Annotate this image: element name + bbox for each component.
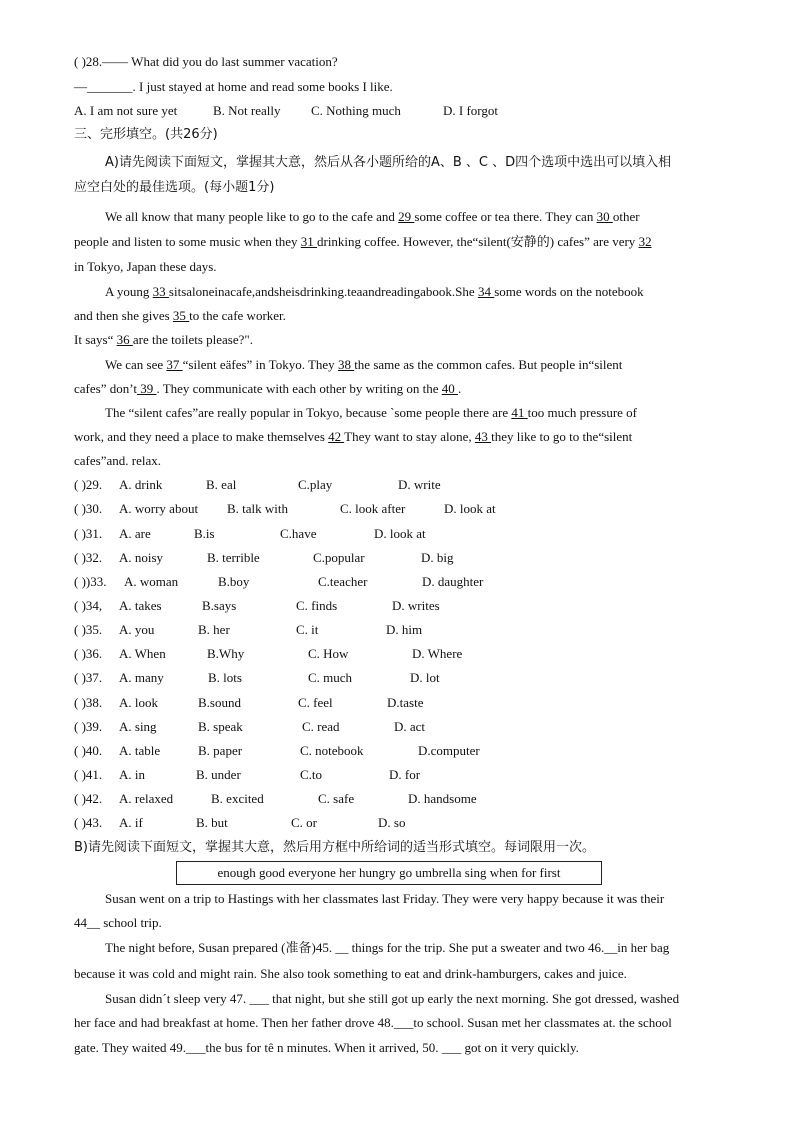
- option-c: C.have: [280, 526, 317, 541]
- passage-a-line: A young 33 sitsaloneinacafe,andsheisdrinking.teaandreadingabook.She 34 some words on the notebook: [105, 284, 644, 299]
- option-c: C.to: [300, 767, 323, 782]
- passage-a-line: cafes”and. relax.: [74, 453, 161, 468]
- part-a-instruction-2: 应空白处的最佳选项。(每小题1分): [74, 180, 275, 195]
- part-a-instruction-1: A)请先阅读下面短文，掌握其大意，然后从各小题所给的A、B 、C 、D四个选项中选出可以填入相: [105, 155, 672, 170]
- question-number: ( )38.: [74, 695, 103, 710]
- blank-31: 31: [300, 234, 317, 249]
- question-number: ( )36.: [74, 646, 103, 661]
- option-b: B.sound: [198, 695, 241, 710]
- option-c: C. much: [308, 670, 353, 685]
- option-a: A. table: [119, 743, 161, 758]
- option-a: A. takes: [119, 598, 162, 613]
- passage-b-line: The night before, Susan prepared (准备)45. __ things for the trip. She put a sweater and two 46.__in her bag: [105, 940, 670, 955]
- option-d: D. act: [394, 719, 426, 734]
- passage-b-line: Susan didn´t sleep very 47. ___ that night, but she still got up early the next morning. She got dressed, washed: [105, 991, 680, 1006]
- passage-b-line: 44__ school trip.: [74, 915, 162, 930]
- q28-question: ( )28.—— What did you do last summer vacation?: [74, 54, 338, 69]
- option-c: C. How: [308, 646, 349, 661]
- option-b: B.Why: [207, 646, 245, 661]
- option-d: D. look at: [374, 526, 426, 541]
- option-b: B. terrible: [207, 550, 260, 565]
- option-b: B. paper: [198, 743, 243, 758]
- passage-a-line: It says“ 36 are the toilets please?".: [74, 332, 253, 347]
- option-d: D. Where: [412, 646, 463, 661]
- question-number: ( )39.: [74, 719, 103, 734]
- question-number: ( )35.: [74, 622, 103, 637]
- question-number: ( )40.: [74, 743, 103, 758]
- blank-33: 33: [152, 284, 169, 299]
- option-d: D.computer: [418, 743, 480, 758]
- q28-option-d: D. I forgot: [443, 103, 499, 118]
- blank-30: 30: [596, 209, 613, 224]
- question-number: ( )34,: [74, 598, 103, 613]
- option-a: A. woman: [124, 574, 179, 589]
- option-b: B.is: [194, 526, 215, 541]
- option-d: D. for: [389, 767, 421, 782]
- q28-reply: —_______. I just stayed at home and read some books I like.: [74, 79, 393, 94]
- option-d: D. daughter: [422, 574, 484, 589]
- option-b: B. under: [196, 767, 241, 782]
- blank-32: 32: [638, 234, 652, 249]
- option-b: B. but: [196, 815, 228, 830]
- option-a: A. drink: [119, 477, 163, 492]
- option-c: C.popular: [313, 550, 365, 565]
- option-a: A. relaxed: [119, 791, 174, 806]
- option-c: C. feel: [298, 695, 333, 710]
- part-b-instruction: B)请先阅读下面短文，掌握其大意，然后用方框中所给词的适当形式填空。每词限用一次。: [74, 840, 595, 855]
- option-c: C.teacher: [318, 574, 368, 589]
- passage-a-line: The “silent cafes”are really popular in Tokyo, because `some people there are 41 too much pressure of: [105, 405, 637, 420]
- blank-37: 37: [166, 357, 183, 372]
- passage-a-line: We all know that many people like to go to the cafe and 29 some coffee or tea there. They can 30 other: [105, 209, 640, 224]
- q28-option-c: C. Nothing much: [311, 103, 401, 118]
- option-b: B. speak: [198, 719, 243, 734]
- option-a: A. worry about: [119, 501, 199, 516]
- question-number: ( )37.: [74, 670, 103, 685]
- option-d: D.taste: [387, 695, 424, 710]
- option-b: B. lots: [208, 670, 242, 685]
- option-a: A. noisy: [119, 550, 164, 565]
- option-d: D. lot: [410, 670, 440, 685]
- option-c: C. it: [296, 622, 319, 637]
- passage-a-line: cafes” don’t 39 . They communicate with each other by writing on the 40 .: [74, 381, 462, 396]
- question-number: ( )30.: [74, 501, 103, 516]
- option-b: B. talk with: [227, 501, 289, 516]
- question-number: ( )32.: [74, 550, 103, 565]
- option-c: C. look after: [340, 501, 406, 516]
- passage-b-line: because it was cold and might rain. She also took something to eat and drink-hamburgers, cakes and juice.: [74, 966, 627, 981]
- option-c: C. or: [291, 815, 317, 830]
- passage-a-line: We can see 37 “silent eäfes” in Tokyo. They 38 the same as the common cafes. But people in“silent: [105, 357, 623, 372]
- option-c: C. read: [302, 719, 340, 734]
- question-number: ( )31.: [74, 526, 103, 541]
- option-c: C. safe: [318, 791, 355, 806]
- option-c: C.play: [298, 477, 333, 492]
- question-number: ( )43.: [74, 815, 103, 830]
- blank-36: 36: [116, 332, 133, 347]
- option-a: A. look: [119, 695, 158, 710]
- option-b: B. eal: [206, 477, 237, 492]
- option-b: B.says: [202, 598, 237, 613]
- question-number: ( )29.: [74, 477, 103, 492]
- question-number: ( )42.: [74, 791, 103, 806]
- passage-a-line: and then she gives 35 to the cafe worker.: [74, 308, 286, 323]
- blank-35: 35: [172, 308, 190, 323]
- passage-b-line: her face and had breakfast at home. Then her father drove 48.___to school. Susan met her classmates at. the school: [74, 1015, 672, 1030]
- option-d: D. so: [378, 815, 406, 830]
- option-a: A. sing: [119, 719, 157, 734]
- passage-a-line: work, and they need a place to make themselves 42 They want to stay alone, 43 they like to go to the“silent: [74, 429, 633, 444]
- passage-a-line: people and listen to some music when they 31 drinking coffee. However, the“silent(安静的) cafes” are very 32: [74, 234, 652, 249]
- option-d: D. writes: [392, 598, 440, 613]
- option-d: D. him: [386, 622, 423, 637]
- passage-b-line: gate. They waited 49.___the bus for tê n minutes. When it arrived, 50. ___ got on it very quickly.: [74, 1040, 579, 1055]
- option-a: A. you: [119, 622, 155, 637]
- blank-38: 38: [337, 357, 355, 372]
- option-a: A. many: [119, 670, 164, 685]
- blank-43: 43: [474, 429, 492, 444]
- blank-41: 41: [511, 405, 528, 420]
- option-b: B. her: [198, 622, 230, 637]
- passage-a-line: in Tokyo, Japan these days.: [74, 259, 217, 274]
- blank-42: 42: [328, 429, 345, 444]
- option-d: D. big: [421, 550, 454, 565]
- option-c: C. finds: [296, 598, 338, 613]
- blank-29: 29: [398, 209, 415, 224]
- blank-39: 39: [136, 381, 157, 396]
- q28-option-a: A. I am not sure yet: [74, 103, 178, 118]
- q28-option-b: B. Not really: [213, 103, 281, 118]
- option-a: A. are: [119, 526, 151, 541]
- question-number: ( )41.: [74, 767, 103, 782]
- option-d: D. write: [398, 477, 441, 492]
- option-c: C. notebook: [300, 743, 364, 758]
- option-b: B. excited: [211, 791, 264, 806]
- passage-b-line: Susan went on a trip to Hastings with her classmates last Friday. They were very happy because it was their: [105, 891, 665, 906]
- option-a: A. When: [119, 646, 166, 661]
- blank-34: 34: [477, 284, 495, 299]
- option-d: D. handsome: [408, 791, 477, 806]
- option-a: A. in: [119, 767, 145, 782]
- blank-40: 40: [441, 381, 459, 396]
- option-a: A. if: [119, 815, 143, 830]
- option-b: B.boy: [218, 574, 250, 589]
- question-number: ( ))33.: [74, 574, 107, 589]
- option-d: D. look at: [444, 501, 496, 516]
- section-heading: 三、完形填空。(共26分): [74, 127, 218, 142]
- word-box: enough good everyone her hungry go umbrella sing when for first: [176, 861, 602, 885]
